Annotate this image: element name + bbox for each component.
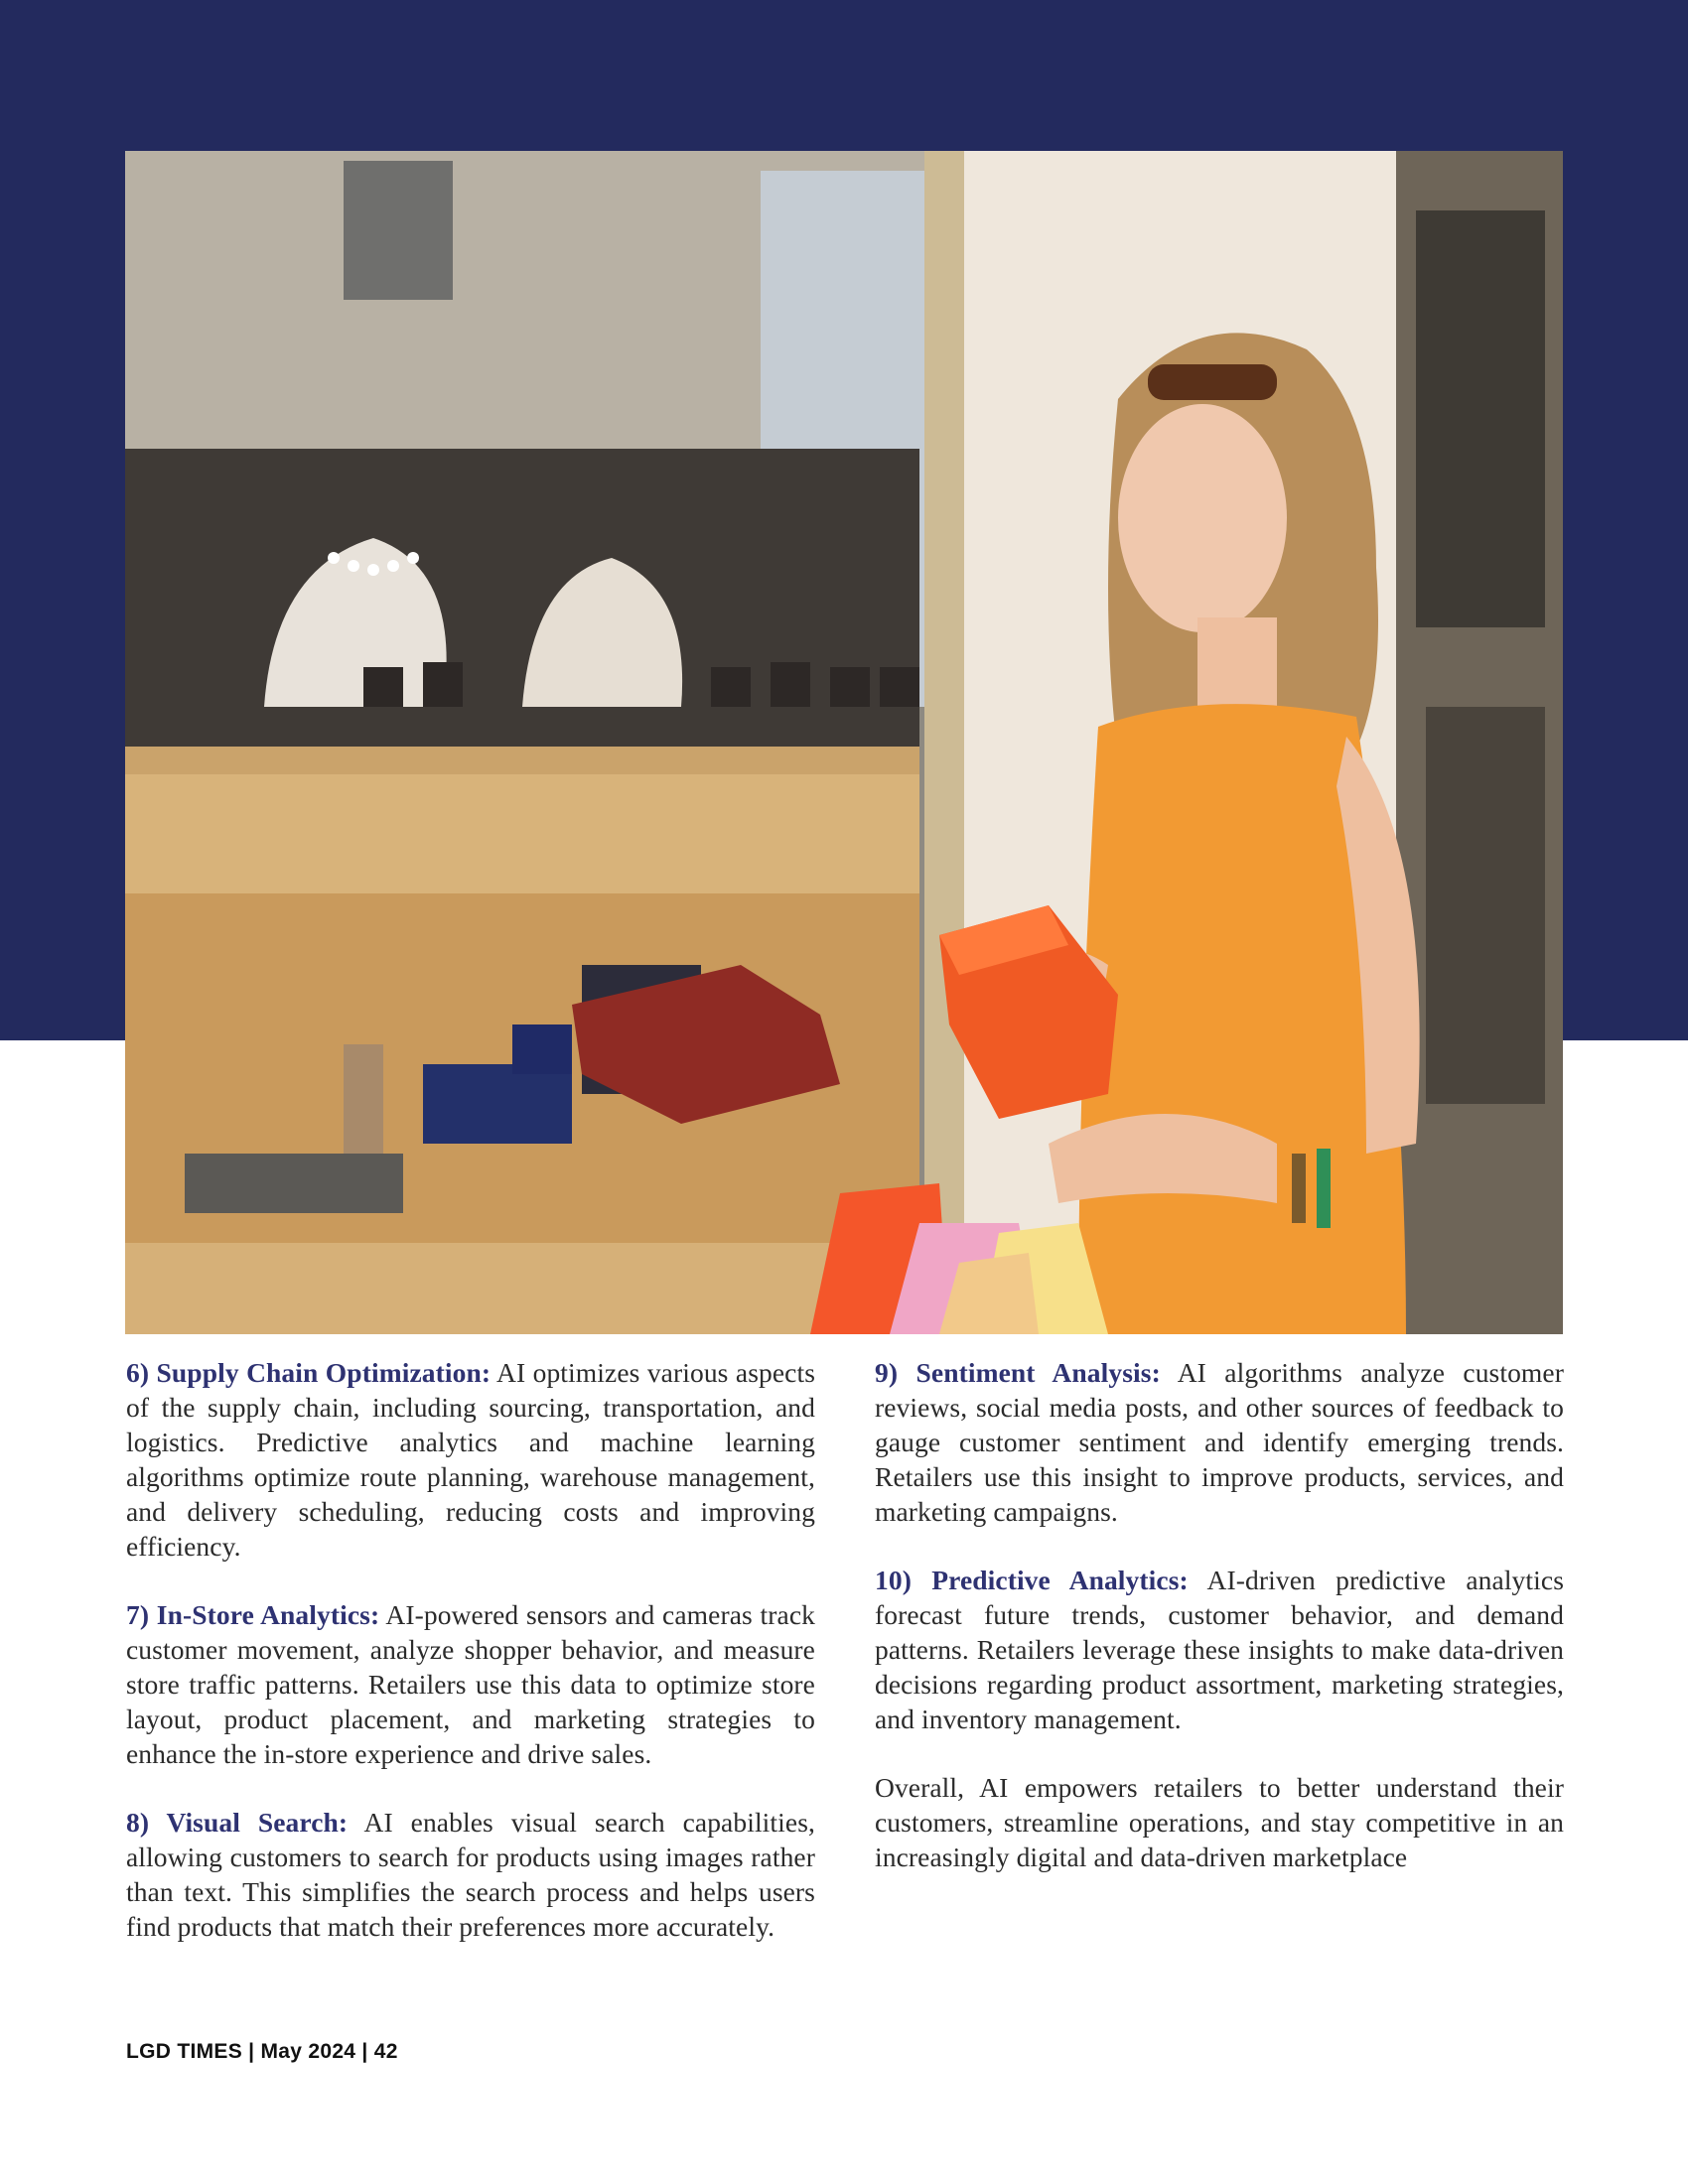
- section-heading: 10) Predictive Analytics:: [875, 1565, 1189, 1595]
- section-body: AI enables visual search capabilities, allowing customers to search for products using images rather than text. This simplifies the search process and helps users find products that match their preferences more accurately.: [126, 1807, 815, 1942]
- conclusion-paragraph: Overall, AI empowers retailers to better understand their customers, streamline operations, and stay competitive in an increasingly digital and data-driven marketplace: [875, 1772, 1564, 1872]
- page-footer: LGD TIMES | May 2024 | 42: [126, 2040, 398, 2063]
- right-column: [875, 1355, 1564, 1908]
- section-in-store-analytics: [126, 1597, 815, 1771]
- left-column: [126, 1355, 815, 1978]
- section-heading: 8) Visual Search:: [126, 1807, 349, 1838]
- section-visual-search: [126, 1805, 815, 1944]
- section-body: AI-driven predictive analytics forecast future trends, customer behavior, and demand patterns. Retailers leverage these insights to make data-driven decisions regarding product assortment, marketing strategies, and inventory management.: [875, 1565, 1564, 1734]
- section-body: AI optimizes various aspects of the supply chain, including sourcing, transportation, and logistics. Predictive analytics and machine learning algorithms optimize route planning, warehouse management, and delivery scheduling, reducing costs and improving efficiency.: [126, 1357, 815, 1562]
- photo-illustration: [125, 151, 1563, 1334]
- section-body: AI-powered sensors and cameras track customer movement, analyze shopper behavior, and measure store traffic patterns. Retailers use this data to optimize store layout, product placement, and marketing strategies to enhance the in-store experience and drive sales.: [126, 1599, 815, 1769]
- section-predictive-analytics: [875, 1563, 1564, 1736]
- article-photo: [125, 151, 1563, 1334]
- section-supply-chain: [126, 1355, 815, 1564]
- section-body: AI algorithms analyze customer reviews, social media posts, and other sources of feedback to gauge customer sentiment and identify emerging trends. Retailers use this insight to improve products, services, and marketing campaigns.: [875, 1357, 1564, 1527]
- section-heading: 6) Supply Chain Optimization:: [126, 1357, 492, 1388]
- section-heading: 9) Sentiment Analysis:: [875, 1357, 1161, 1388]
- section-sentiment-analysis: [875, 1355, 1564, 1529]
- section-heading: 7) In-Store Analytics:: [126, 1599, 380, 1630]
